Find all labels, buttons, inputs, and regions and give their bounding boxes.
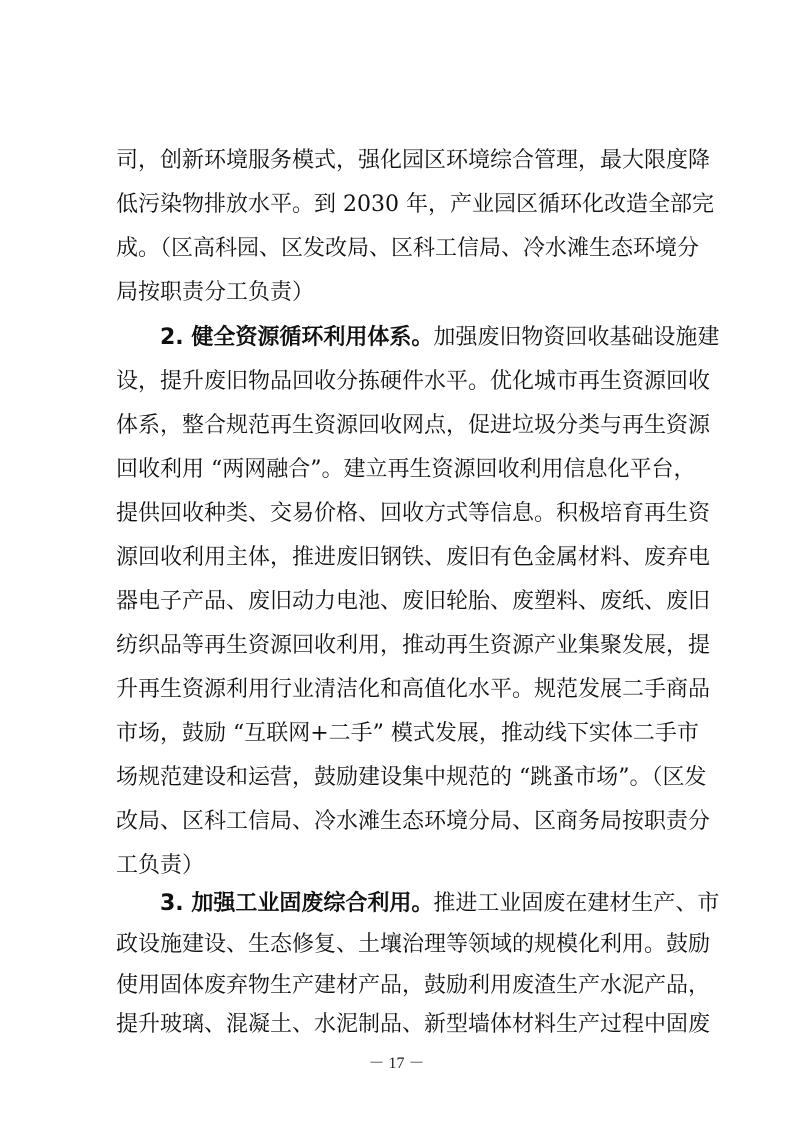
- paragraph-2-line-9: 升再生资源利用行业清洁化和高值化水平。规范发展二手商品: [116, 677, 711, 702]
- paragraph-1-line-4: 局按职责分工负责）: [116, 280, 315, 305]
- paragraph-3-line-4: 提升玻璃、混凝土、水泥制品、新型墙体材料生产过程中固废: [116, 1012, 711, 1037]
- paragraph-2-line-13: 工负责）: [116, 853, 205, 878]
- paragraph-2-line-1: [160, 316, 720, 360]
- paragraph-1-line-3: 成。（区高科园、区发改局、区科工信局、冷水滩生态环境分: [116, 236, 700, 261]
- paragraph-2-line-11: 场规范建设和运营，鼓励建设集中规范的 “跳蚤市场”。（区发: [116, 765, 707, 790]
- paragraph-3-lead-text: 推进工业固废在建材生产、市: [433, 891, 720, 916]
- paragraph-3-line-1: [160, 882, 720, 926]
- page-number: － 17 －: [368, 1055, 425, 1072]
- paragraph-2-line-4: 回收利用 “两网融合”。建立再生资源回收利用信息化平台，: [116, 457, 696, 482]
- paragraph-2-line-7: 器电子产品、废旧动力电池、废旧轮胎、废塑料、废纸、废旧: [116, 589, 711, 614]
- paragraph-3-line-2: 政设施建设、生态修复、土壤治理等领域的规模化利用。鼓励: [116, 932, 711, 957]
- paragraph-2-line-3: 体系，整合规范再生资源回收网点，促进垃圾分类与再生资源: [116, 413, 711, 438]
- paragraph-1-line-1: 司，创新环境服务模式，强化园区环境综合管理，最大限度降: [116, 148, 711, 173]
- paragraph-2-line-10: 市场，鼓励 “互联网+二手” 模式发展，推动线下实体二手市: [116, 721, 699, 746]
- paragraph-2-line-12: 改局、区科工信局、冷水滩生态环境分局、区商务局按职责分: [116, 809, 711, 834]
- paragraph-2-line-8: 纺织品等再生资源回收利用，推动再生资源产业集聚发展，提: [116, 633, 711, 658]
- paragraph-2-line-5: 提供回收种类、交易价格、回收方式等信息。积极培育再生资: [116, 501, 711, 526]
- paragraph-1-line-2: 低污染物排放水平。到 2030 年，产业园区循环化改造全部完: [116, 192, 714, 217]
- paragraph-2-line-2: 设，提升废旧物品回收分拣硬件水平。优化城市再生资源回收: [116, 369, 711, 394]
- paragraph-2-lead-text: 加强废旧物资回收基础设施建: [433, 325, 720, 350]
- section-heading-3: 3. 加强工业固废综合利用。: [160, 891, 434, 916]
- paragraph-3-line-3: 使用固体废弃物生产建材产品，鼓励利用废渣生产水泥产品，: [116, 973, 711, 998]
- paragraph-2-line-6: 源回收利用主体，推进废旧钢铁、废旧有色金属材料、废弃电: [116, 545, 711, 570]
- section-heading-2: 2. 健全资源循环利用体系。: [160, 325, 434, 350]
